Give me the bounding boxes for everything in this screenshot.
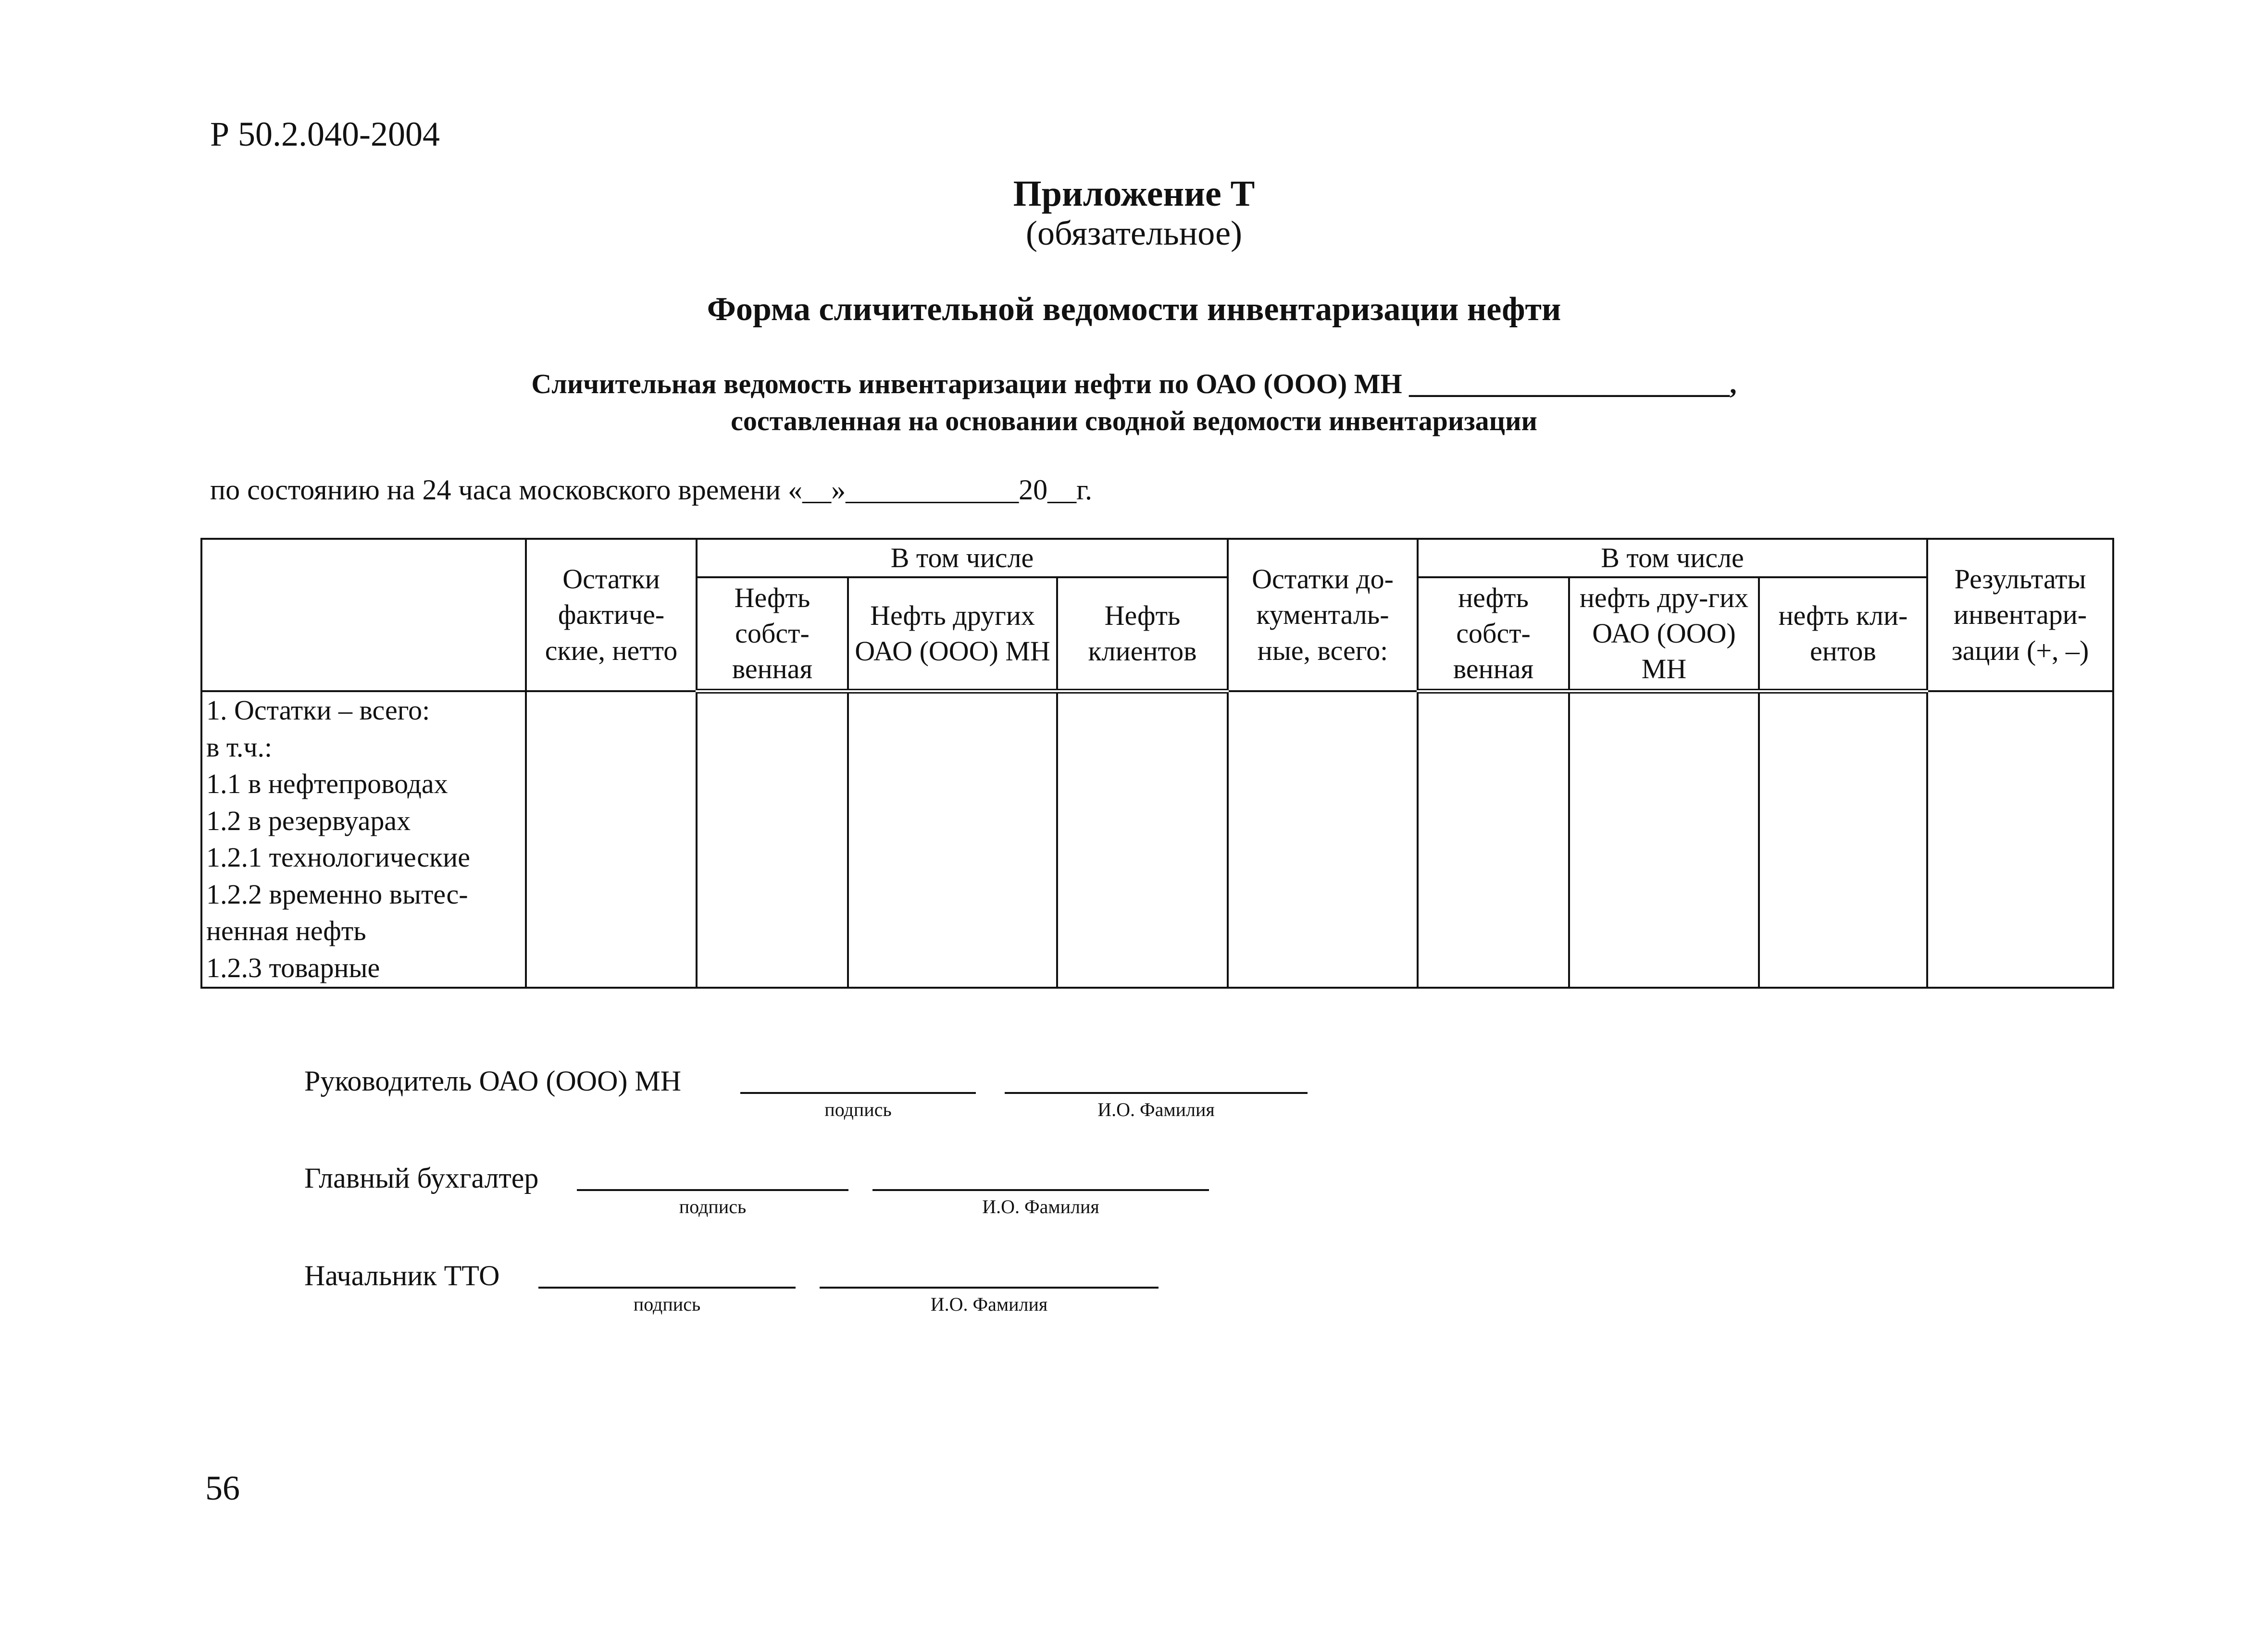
header-results: Результаты инвентари-зации (+, –) xyxy=(1927,539,2113,691)
row-label: 1.2.1 технологические xyxy=(206,842,470,873)
header-group-2: В том числе xyxy=(1418,539,1927,577)
header-doc-total: Остатки до-кументаль-ные, всего: xyxy=(1228,539,1418,691)
cell-doc-total xyxy=(1228,691,1418,988)
tto-name-line xyxy=(820,1287,1159,1289)
accountant-signature-line xyxy=(577,1189,848,1191)
inventory-comparison-table xyxy=(200,538,2114,989)
tto-name-caption: И.О. Фамилия xyxy=(930,1293,1048,1315)
accountant-signature-caption: подпись xyxy=(679,1196,747,1217)
cell-client-oil-1 xyxy=(1057,691,1228,988)
tto-signature-line xyxy=(538,1287,796,1289)
row-label: ненная нефть xyxy=(206,915,366,947)
statement-line-1: Сличительная ведомость инвентаризации нефти по ОАО (ООО) МН _______________________, xyxy=(531,368,1737,399)
director-label: Руководитель ОАО (ООО) МН xyxy=(304,1065,682,1097)
director-name-caption: И.О. Фамилия xyxy=(1097,1099,1215,1120)
accountant-label: Главный бухгалтер xyxy=(304,1162,539,1194)
director-signature-caption: подпись xyxy=(824,1099,892,1120)
row-labels-cell xyxy=(201,691,526,988)
director-name-line xyxy=(1005,1092,1308,1094)
header-other-oil-2: нефть дру-гих ОАО (ООО) МН xyxy=(1569,577,1759,691)
row-label: 1.1 в нефтепроводах xyxy=(206,768,448,800)
row-label: 1.2 в резервуарах xyxy=(206,805,411,836)
tto-signature-caption: подпись xyxy=(633,1293,701,1315)
cell-client-oil-2 xyxy=(1759,691,1927,988)
appendix-title: Приложение Т xyxy=(1013,174,1255,214)
header-client-oil-2: нефть кли-ентов xyxy=(1759,577,1927,691)
row-label: 1.2.2 временно вытес- xyxy=(206,878,468,910)
cell-other-oil-1 xyxy=(848,691,1057,988)
director-signature-line xyxy=(740,1092,976,1094)
header-client-oil-1: Нефть клиентов xyxy=(1057,577,1228,691)
statement-line-2: составленная на основании сводной ведомости инвентаризации xyxy=(731,405,1537,436)
row-label: 1.2.3 товарные xyxy=(206,952,380,983)
cell-own-oil-1 xyxy=(697,691,848,988)
accountant-name-line xyxy=(872,1189,1209,1191)
header-corner-cell xyxy=(201,539,526,691)
header-own-oil-2: нефть собст-венная xyxy=(1418,577,1569,691)
header-own-oil-1: Нефть собст-венная xyxy=(697,577,848,691)
page-number: 56 xyxy=(205,1469,240,1507)
form-title: Форма сличительной ведомости инвентаризации нефти xyxy=(707,291,1561,328)
cell-own-oil-2 xyxy=(1418,691,1569,988)
tto-head-label: Начальник ТТО xyxy=(304,1260,500,1291)
cell-other-oil-2 xyxy=(1569,691,1759,988)
header-group-1: В том числе xyxy=(697,539,1228,577)
cell-results xyxy=(1927,691,2113,988)
as-of-date-line: по состоянию на 24 часа московского времени «__»____________20__г. xyxy=(210,474,1092,506)
appendix-status: (обязательное) xyxy=(1026,214,1242,252)
accountant-name-caption: И.О. Фамилия xyxy=(982,1196,1099,1217)
row-label: в т.ч.: xyxy=(206,731,273,763)
row-label: 1. Остатки – всего: xyxy=(206,695,430,726)
document-code: Р 50.2.040-2004 xyxy=(210,115,440,153)
header-actual-net: Остатки фактиче-ские, нетто xyxy=(526,539,697,691)
header-other-oil-1: Нефть других ОАО (ООО) МН xyxy=(848,577,1057,691)
cell-actual-net xyxy=(526,691,697,988)
